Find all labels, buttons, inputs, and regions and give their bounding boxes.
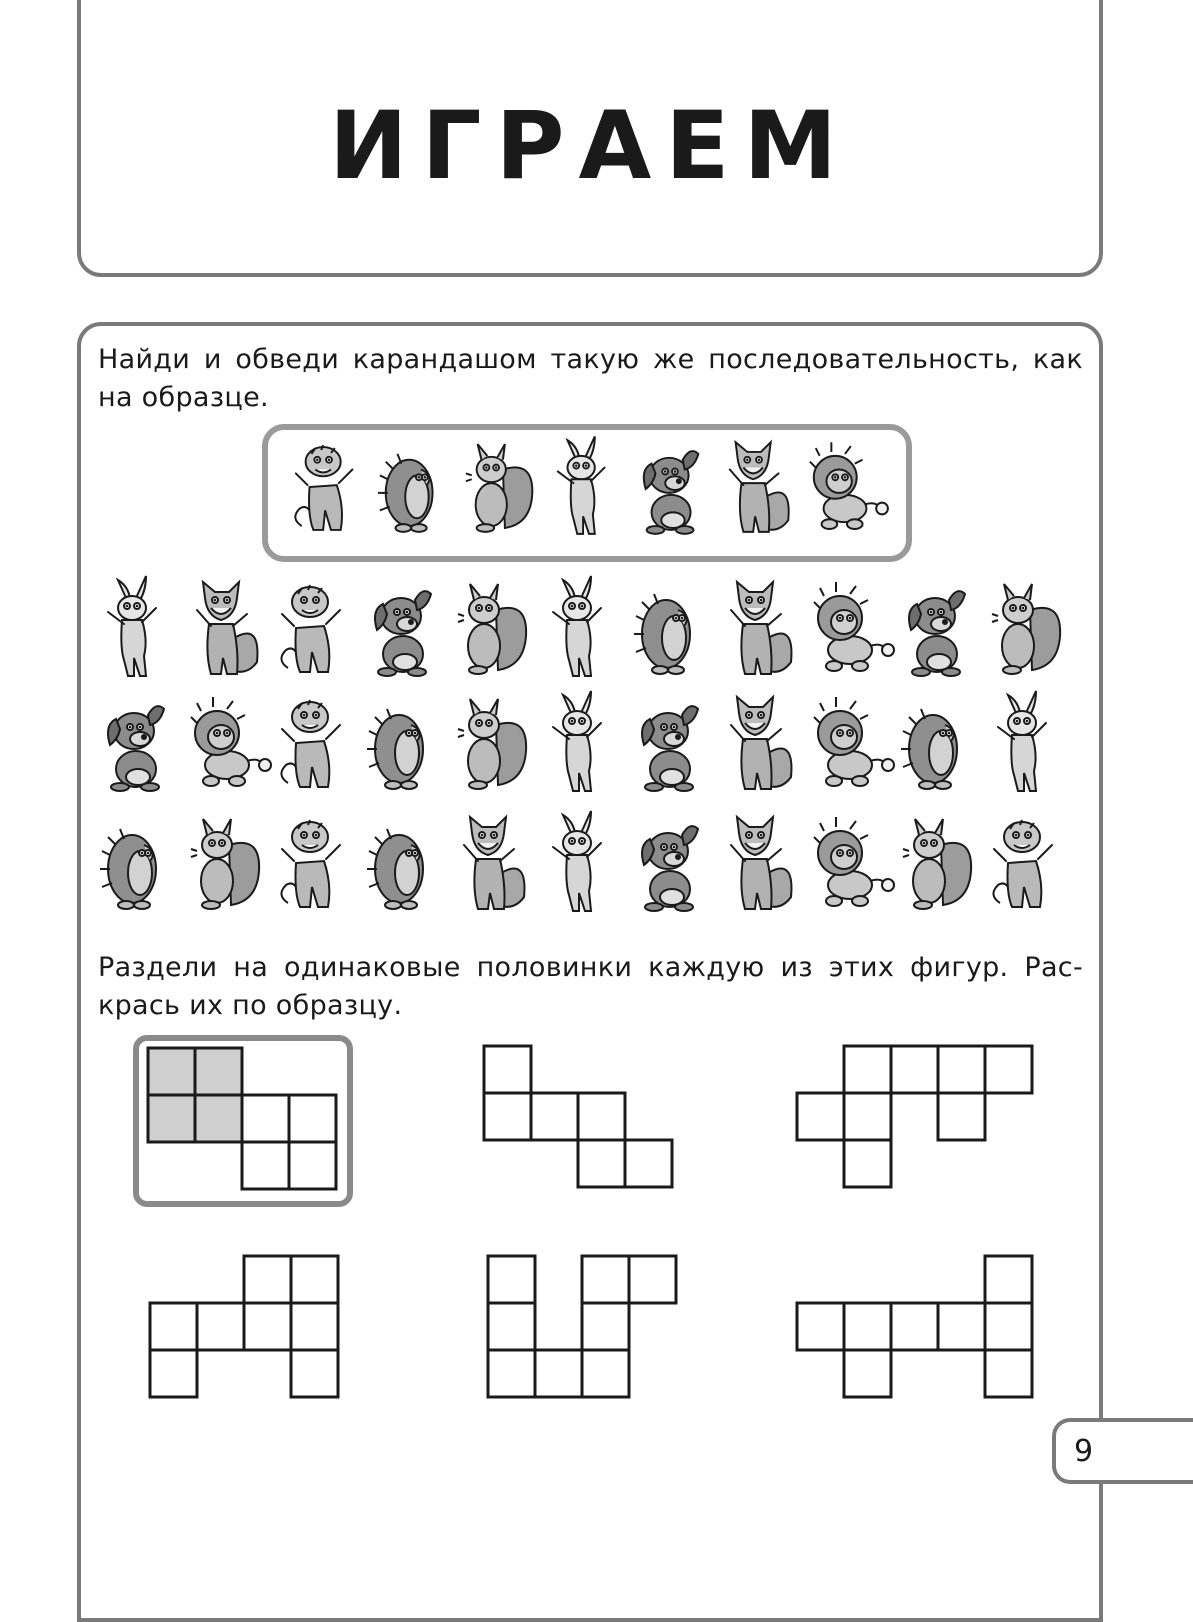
tiger-cub-icon[interactable] (276, 695, 356, 795)
shape-sample-frame (133, 1035, 353, 1207)
squirrel-icon[interactable] (462, 440, 540, 538)
fox-icon[interactable] (454, 815, 534, 915)
puppy-icon[interactable] (98, 695, 178, 795)
hare-icon[interactable] (543, 815, 623, 915)
hedgehog-icon[interactable] (365, 695, 445, 795)
title-box (77, 0, 1103, 277)
page-title: ИГРАЕМ (329, 92, 851, 201)
hare-icon[interactable] (543, 580, 623, 680)
squirrel-icon[interactable] (899, 815, 979, 915)
hare-icon[interactable] (548, 440, 626, 538)
fox-icon[interactable] (187, 580, 267, 680)
hare-icon[interactable] (543, 695, 623, 795)
hedgehog-icon[interactable] (632, 580, 712, 680)
hedgehog-icon[interactable] (376, 440, 454, 538)
squirrel-icon[interactable] (988, 580, 1068, 680)
task2-instruction: Раздели на одинаковые половинки каждую из этих фигур. Рас-крась их по образцу. (98, 952, 1083, 1021)
hedgehog-icon[interactable] (98, 815, 178, 915)
page-number: 9 (1074, 1434, 1094, 1469)
puppy-icon[interactable] (899, 580, 979, 680)
puppy-icon[interactable] (365, 580, 445, 680)
fox-icon[interactable] (721, 815, 801, 915)
squirrel-icon[interactable] (187, 815, 267, 915)
tiger-cub-icon[interactable] (276, 815, 356, 915)
fox-icon[interactable] (721, 580, 801, 680)
task1-instruction: Найди и обведи карандашом такую же последовательность, как на образце. (98, 344, 1083, 413)
tiger-cub-icon[interactable] (290, 440, 368, 538)
lion-cub-icon[interactable] (806, 440, 884, 538)
lion-cub-icon[interactable] (810, 815, 890, 915)
hare-icon[interactable] (98, 580, 178, 680)
fox-icon[interactable] (721, 695, 801, 795)
tiger-cub-icon[interactable] (276, 580, 356, 680)
hedgehog-icon[interactable] (365, 815, 445, 915)
puppy-icon[interactable] (632, 815, 712, 915)
fox-icon[interactable] (720, 440, 798, 538)
puppy-icon[interactable] (634, 440, 712, 538)
hare-icon[interactable] (988, 695, 1068, 795)
sequence-sample-box[interactable] (262, 424, 912, 562)
lion-cub-icon[interactable] (810, 580, 890, 680)
squirrel-icon[interactable] (454, 580, 534, 680)
squirrel-icon[interactable] (454, 695, 534, 795)
lion-cub-icon[interactable] (187, 695, 267, 795)
page-number-tab (1052, 1418, 1193, 1484)
puppy-icon[interactable] (632, 695, 712, 795)
lion-cub-icon[interactable] (810, 695, 890, 795)
tiger-cub-icon[interactable] (988, 815, 1068, 915)
hedgehog-icon[interactable] (899, 695, 979, 795)
